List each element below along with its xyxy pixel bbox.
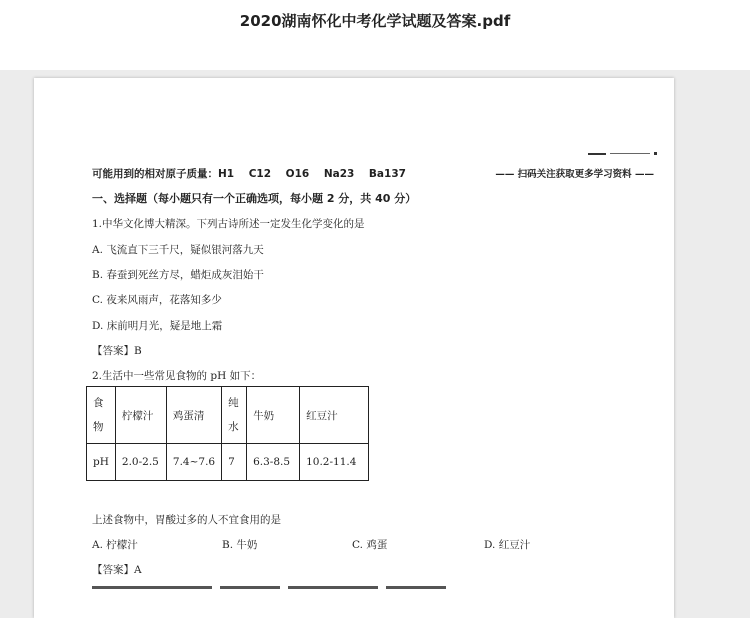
table-cell: 柠檬汁 bbox=[115, 387, 166, 444]
table-cell: 6.3-8.5 bbox=[247, 444, 300, 481]
viewer-title-bar bbox=[0, 0, 750, 70]
scan-note: —— 扫码关注获取更多学习资料 —— bbox=[495, 169, 654, 180]
question-2-option-a: A. 柠檬汁 bbox=[92, 539, 138, 551]
table-cell: 纯水 bbox=[222, 387, 247, 444]
question-1-option-c: C. 夜来风雨声，花落知多少 bbox=[92, 294, 222, 306]
table-cell: 牛奶 bbox=[247, 387, 300, 444]
question-1-answer: 【答案】B bbox=[92, 345, 142, 357]
document-title: 2020湖南怀化中考化学试题及答案.pdf bbox=[239, 12, 511, 30]
question-2-stem: 2.生活中一些常见食物的 pH 如下： bbox=[92, 370, 262, 382]
table-cell: 7.4~7.6 bbox=[166, 444, 221, 481]
question-1-option-b: B. 春蚕到死丝方尽，蜡炬成灰泪始干 bbox=[92, 269, 264, 281]
question-2-question: 上述食物中，胃酸过多的人不宜食用的是 bbox=[92, 514, 281, 526]
atomic-masses-line: 可能用到的相对原子质量：H1 C12 O16 Na23 Ba137 bbox=[92, 168, 406, 180]
table-header-row bbox=[87, 387, 369, 444]
ph-table bbox=[86, 386, 369, 481]
table-cell: 食物 bbox=[87, 387, 116, 444]
question-2-option-c: C. 鸡蛋 bbox=[352, 539, 388, 551]
section-title: 一、选择题（每小题只有一个正确选项，每小题 2 分，共 40 分） bbox=[92, 192, 417, 205]
question-2-option-d: D. 红豆汁 bbox=[484, 539, 531, 551]
cut-off-text-line bbox=[92, 586, 452, 590]
table-cell: 10.2-11.4 bbox=[300, 444, 369, 481]
question-1-option-a: A. 飞流直下三千尺，疑似银河落九天 bbox=[92, 244, 264, 256]
table-cell: 鸡蛋清 bbox=[166, 387, 221, 444]
table-cell: 红豆汁 bbox=[300, 387, 369, 444]
question-1-stem: 1.中华文化博大精深。下列古诗所述一定发生化学变化的是 bbox=[92, 218, 365, 230]
table-cell: 7 bbox=[222, 444, 247, 481]
table-row bbox=[87, 444, 369, 481]
question-2-option-b: B. 牛奶 bbox=[222, 539, 258, 551]
question-1-option-d: D. 床前明月光，疑是地上霜 bbox=[92, 320, 223, 332]
table-cell: pH bbox=[87, 444, 116, 481]
header-mark bbox=[588, 150, 662, 156]
question-2-answer: 【答案】A bbox=[92, 564, 142, 576]
pdf-page bbox=[34, 78, 674, 618]
table-cell: 2.0-2.5 bbox=[115, 444, 166, 481]
